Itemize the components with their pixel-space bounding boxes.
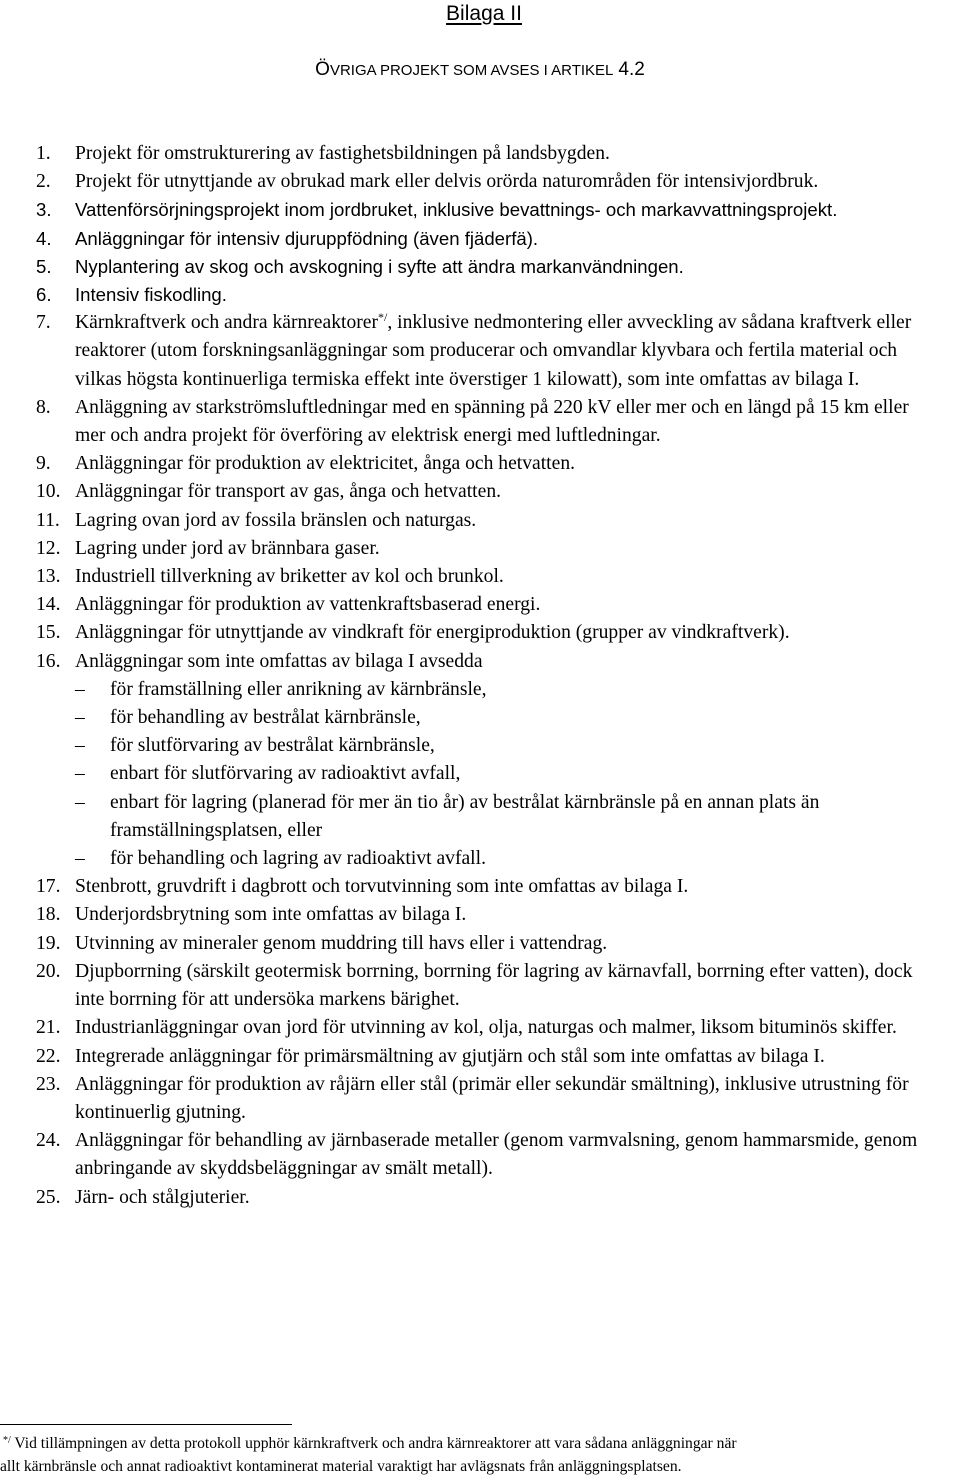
list-item <box>0 196 960 224</box>
item-number: 22. <box>36 1045 61 1067</box>
project-list <box>0 140 960 1212</box>
list-item <box>0 1184 960 1212</box>
dash-bullet: – <box>75 707 85 729</box>
subtitle-text: VRIGA PROJEKT SOM AVSES I ARTIKEL <box>329 62 614 79</box>
list-item <box>0 958 960 1014</box>
item-text: Intensiv fiskodling. <box>75 284 227 306</box>
dash-bullet: – <box>75 848 85 870</box>
list-item <box>0 563 960 591</box>
list-item <box>0 507 960 535</box>
item-number: 1. <box>36 143 51 164</box>
item-number: 5. <box>36 255 52 277</box>
footnote-divider <box>0 1424 292 1425</box>
item-text: Utvinning av mineraler genom muddring till havs eller i vattendrag. <box>75 932 608 954</box>
item-text-part: Kärnkraftverk och andra kärnreaktorer <box>75 312 378 334</box>
item-number: 23. <box>36 1073 61 1095</box>
sub-item-text: för framställning eller anrikning av kärnbränsle, <box>110 678 487 700</box>
item-text: Integrerade anläggningar för primärsmältning av gjutjärn och stål som inte omfattas av bilaga I. <box>75 1045 825 1067</box>
sub-item-text: enbart för lagring (planerad för mer än tio år) av bestrålat kärnbränsle på en annan plats än framställningsplatsen, eller <box>110 791 820 841</box>
item-number: 6. <box>36 284 52 306</box>
item-number: 9. <box>36 453 51 475</box>
item-number: 14. <box>36 594 61 616</box>
sub-item-text: för slutförvaring av bestrålat kärnbränsle, <box>110 735 435 757</box>
subtitle-lead: Ö <box>315 59 330 80</box>
item-text: Lagring under jord av brännbara gaser. <box>75 537 380 559</box>
annex-subtitle <box>0 59 960 81</box>
sub-item-text: för behandling och lagring av radioaktivt avfall. <box>110 848 486 870</box>
annex-title: Bilaga II <box>446 2 522 25</box>
footnote-text: Vid tillämpningen av detta protokoll upphör kärnkraftverk och andra kärnreaktorer att vara sådana anläggningar när <box>14 1435 737 1452</box>
list-item <box>0 253 960 281</box>
sub-list-item <box>0 760 960 788</box>
item-number: 25. <box>36 1186 61 1208</box>
list-item <box>0 168 960 196</box>
list-item <box>0 225 960 253</box>
item-number: 18. <box>36 904 61 926</box>
item-text: Anläggningar för produktion av råjärn eller stål (primär eller sekundär smältning), inklusive utrustning för kontinuerlig gjutning. <box>75 1073 909 1123</box>
item-text: Stenbrott, gruvdrift i dagbrott och torvutvinning som inte omfattas av bilaga I. <box>75 876 689 898</box>
item-text: Anläggningar för utnyttjande av vindkraft för energiproduktion (grupper av vindkraftverk). <box>75 622 790 644</box>
item-text: Industrianläggningar ovan jord för utvinning av kol, olja, naturgas och malmer, liksom bituminös skiffer. <box>75 1017 897 1039</box>
footnote-reference: */ <box>378 310 388 325</box>
item-text: Anläggningar för produktion av elektricitet, ånga och hetvatten. <box>75 453 576 475</box>
item-number: 15. <box>36 622 61 644</box>
dash-bullet: – <box>75 735 85 757</box>
sub-item-text: enbart för slutförvaring av radioaktivt avfall, <box>110 763 461 785</box>
item-text: Järn- och stålgjuterier. <box>75 1186 250 1208</box>
item-text: Djupborrning (särskilt geotermisk borrning, borrning för lagring av kärnavfall, borrning efter vatten), dock inte borrning för att undersöka markens bärighet. <box>75 960 913 1011</box>
list-item <box>0 591 960 619</box>
list-item <box>0 450 960 478</box>
item-number: 11. <box>36 509 60 531</box>
sub-list-item <box>0 732 960 760</box>
item-number: 20. <box>36 960 61 982</box>
item-number: 21. <box>36 1017 61 1039</box>
item-text: Anläggningar för produktion av vattenkraftsbaserad energi. <box>75 594 541 616</box>
list-item <box>0 1043 960 1071</box>
item-text: Vattenförsörjningsprojekt inom jordbruket, inklusive bevattnings- och markavvattningsprojekt. <box>75 199 838 221</box>
list-item <box>0 619 960 647</box>
list-item <box>0 930 960 958</box>
list-item <box>0 901 960 929</box>
item-number: 12. <box>36 537 61 559</box>
sub-list-item <box>0 845 960 873</box>
list-item <box>0 648 960 676</box>
list-item <box>0 535 960 563</box>
list-item <box>0 1071 960 1127</box>
footnote <box>0 1432 960 1478</box>
dash-bullet: – <box>75 678 85 700</box>
item-number: 2. <box>36 171 51 193</box>
footnote-marker: */ <box>3 1435 11 1446</box>
list-item <box>0 394 960 450</box>
item-text: Anläggningar för behandling av järnbaserade metaller (genom varmvalsning, genom hammarsmide, genom anbringande av skyddsbeläggningar av smält metall). <box>75 1130 918 1180</box>
item-number: 13. <box>36 566 61 588</box>
dash-bullet: – <box>75 791 85 813</box>
list-item <box>0 873 960 901</box>
item-number: 10. <box>36 481 61 503</box>
item-number: 16. <box>36 650 61 672</box>
item-text-part: , inklusive nedmontering eller avveckling av sådana kraftverk eller reaktorer (utom forskningsanläggningar som producerar och omvandlar klyvbara och fertila material och vilkas högsta kontinuerliga termiska effekt inte överstiger 1 kilowatt), som inte omfattas av bilaga I. <box>75 312 912 390</box>
item-text: Lagring ovan jord av fossila bränslen och naturgas. <box>75 509 477 531</box>
item-number: 24. <box>36 1130 61 1152</box>
subtitle-article-number: 4.2 <box>618 59 645 80</box>
item-text: Underjordsbrytning som inte omfattas av bilaga I. <box>75 904 467 926</box>
sub-item-text: för behandling av bestrålat kärnbränsle, <box>110 707 421 729</box>
item-number: 17. <box>36 876 61 898</box>
item-text: Anläggningar som inte omfattas av bilaga I avsedda <box>75 650 483 672</box>
item-text: Industriell tillverkning av briketter av kol och brunkol. <box>75 566 504 588</box>
list-item <box>0 140 960 168</box>
footnote-line: allt kärnbränsle och annat radioaktivt kontaminerat material varaktigt har avlägsnats från anläggningsplatsen. <box>0 1458 682 1475</box>
list-item <box>0 1127 960 1183</box>
item-number: 3. <box>36 199 52 221</box>
list-item <box>0 1014 960 1042</box>
item-number: 4. <box>36 227 52 249</box>
list-item <box>0 478 960 506</box>
sub-list-item <box>0 704 960 732</box>
list-item <box>0 309 960 394</box>
item-number: 19. <box>36 932 61 954</box>
item-text: Projekt för omstrukturering av fastighetsbildningen på landsbygden. <box>75 143 610 164</box>
item-number: 7. <box>36 312 51 334</box>
footnote-line <box>0 1432 960 1455</box>
item-text: Nyplantering av skog och avskogning i syfte att ändra markanvändningen. <box>75 255 684 277</box>
item-text: Anläggningar för intensiv djuruppfödning (även fjäderfä). <box>75 227 539 249</box>
item-text: Anläggningar för transport av gas, ånga och hetvatten. <box>75 481 502 503</box>
item-text: Anläggning av starkströmsluftledningar med en spänning på 220 kV eller mer och en längd på 15 km eller mer och andra projekt för överföring av elektrisk energi med luftledningar. <box>75 396 909 447</box>
sub-list-item <box>0 789 960 845</box>
sub-list-item <box>0 676 960 704</box>
list-item <box>0 281 960 309</box>
dash-bullet: – <box>75 763 85 785</box>
item-text <box>75 309 935 394</box>
item-text: Projekt för utnyttjande av obrukad mark eller delvis orörda naturområden för intensivjordbruk. <box>75 171 819 193</box>
item-number: 8. <box>36 396 51 418</box>
